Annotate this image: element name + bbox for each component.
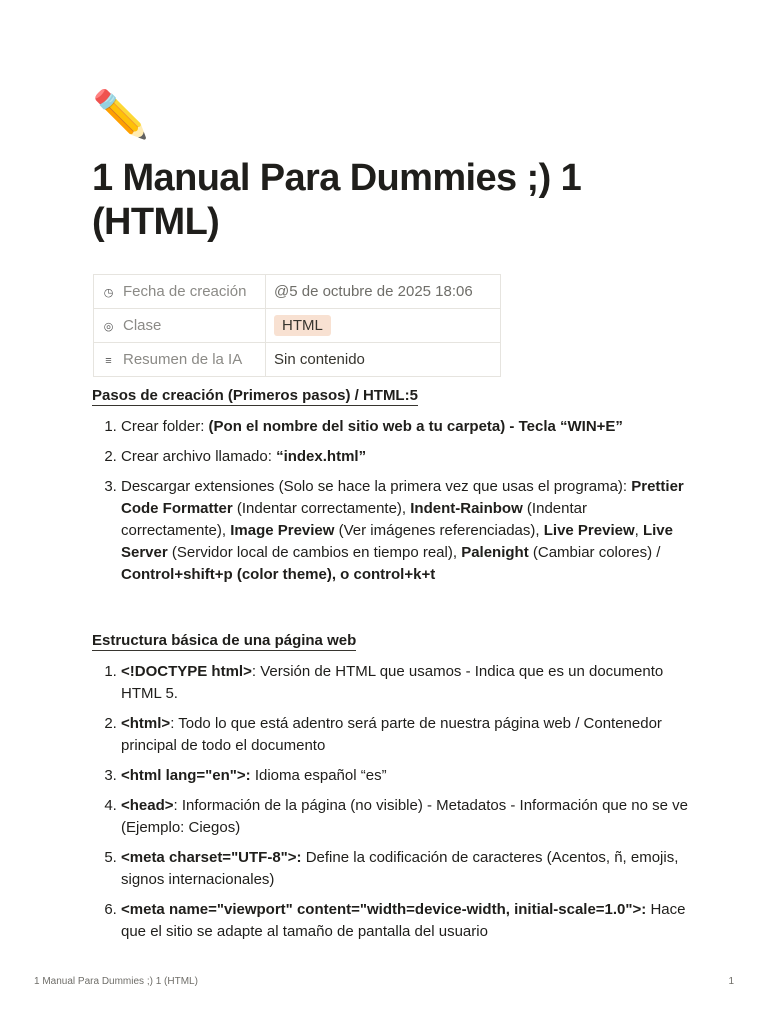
bold-text: <head>: [121, 797, 174, 814]
property-name: ◷ Fecha de creación: [94, 275, 266, 309]
list-item: [121, 765, 692, 787]
property-row-class: [94, 309, 501, 343]
list-item: [121, 847, 692, 891]
steps-list: [92, 416, 692, 586]
property-row-created: [94, 275, 501, 309]
list-item: [121, 899, 692, 943]
class-tag[interactable]: HTML: [274, 315, 331, 336]
text: (Indentar correctamente),: [121, 500, 587, 539]
page-title: 1 Manual Para Dummies ;) 1 (HTML): [92, 157, 582, 243]
text: Hace que el sitio se adapte al tamaño de pantalla del usuario: [121, 901, 686, 940]
list-item: [121, 476, 692, 586]
text: ,: [634, 522, 643, 539]
property-value-date[interactable]: @5 de octubre de 2025 18:06: [266, 275, 501, 309]
text: (Cambiar colores) /: [528, 544, 661, 561]
text: (Indentar correctamente),: [232, 500, 411, 517]
structure-list: [92, 661, 692, 943]
clock-icon: ◷: [103, 287, 114, 299]
bold-text: <html lang="en">:: [121, 767, 251, 784]
bold-text: Palenight: [461, 544, 529, 561]
bold-text: <!DOCTYPE html>: [121, 663, 252, 680]
footer-title: 1 Manual Para Dummies ;) 1 (HTML): [34, 976, 198, 987]
text: Define la codificación de caracteres (Acentos, ñ, emojis, signos internacionales): [121, 849, 679, 888]
text: Descargar extensiones (Solo se hace la primera vez que usas el programa):: [121, 478, 632, 495]
section-heading-structure: Estructura básica de una página web: [92, 632, 357, 649]
bold-text: Live Preview: [543, 522, 635, 539]
lines-icon: ≡: [105, 355, 112, 367]
list-item: [121, 661, 692, 705]
bold-text: Indent-Rainbow: [410, 500, 523, 517]
property-value-summary[interactable]: Sin contenido: [266, 343, 501, 377]
text: Crear archivo llamado:: [121, 448, 277, 465]
target-icon: ◎: [103, 321, 114, 333]
page-content: [92, 86, 692, 951]
list-item: [121, 416, 692, 438]
section-heading-steps: Pasos de creación (Primeros pasos) / HTML:5: [92, 387, 418, 404]
bold-text: Control+shift+p (color theme), o control+k+t: [121, 566, 436, 583]
bold-text: <html>: [121, 715, 171, 732]
property-value-class[interactable]: [266, 309, 501, 343]
pencil-emoji-icon: ✏️: [92, 88, 150, 140]
page-footer: [34, 976, 734, 987]
list-item: [121, 446, 692, 468]
property-name: ◎ Clase: [94, 309, 266, 343]
bold-text: (Pon el nombre del sitio web a tu carpeta) - Tecla “WIN+E”: [208, 418, 623, 435]
bold-text: Image Preview: [230, 522, 335, 539]
text: (Servidor local de cambios en tiempo real),: [167, 544, 462, 561]
list-item: [121, 795, 692, 839]
text: Idioma español “es”: [250, 767, 387, 784]
list-item: [121, 713, 692, 757]
text: Crear folder:: [121, 418, 209, 435]
text: : Versión de HTML que usamos - Indica que es un documento HTML 5.: [121, 663, 664, 702]
text: : Todo lo que está adentro será parte de nuestra página web / Contenedor principal de todo el documento: [121, 715, 662, 754]
text: (Ver imágenes referenciadas),: [334, 522, 544, 539]
page-number: 1: [728, 976, 734, 987]
properties-table: [93, 274, 501, 377]
bold-text: <meta charset="UTF-8">:: [121, 849, 302, 866]
bold-text: Live Server: [121, 522, 673, 561]
bold-text: <meta name="viewport" content="width=device-width, initial-scale=1.0">:: [121, 901, 647, 918]
text: : Información de la página (no visible) - Metadatos - Información que no se ve (Ejemplo: Ciegos): [121, 797, 688, 836]
bold-text: Prettier Code Formatter: [121, 478, 684, 517]
bold-text: “index.html”: [276, 448, 367, 465]
property-name: ≡ Resumen de la IA: [94, 343, 266, 377]
property-row-summary: [94, 343, 501, 377]
